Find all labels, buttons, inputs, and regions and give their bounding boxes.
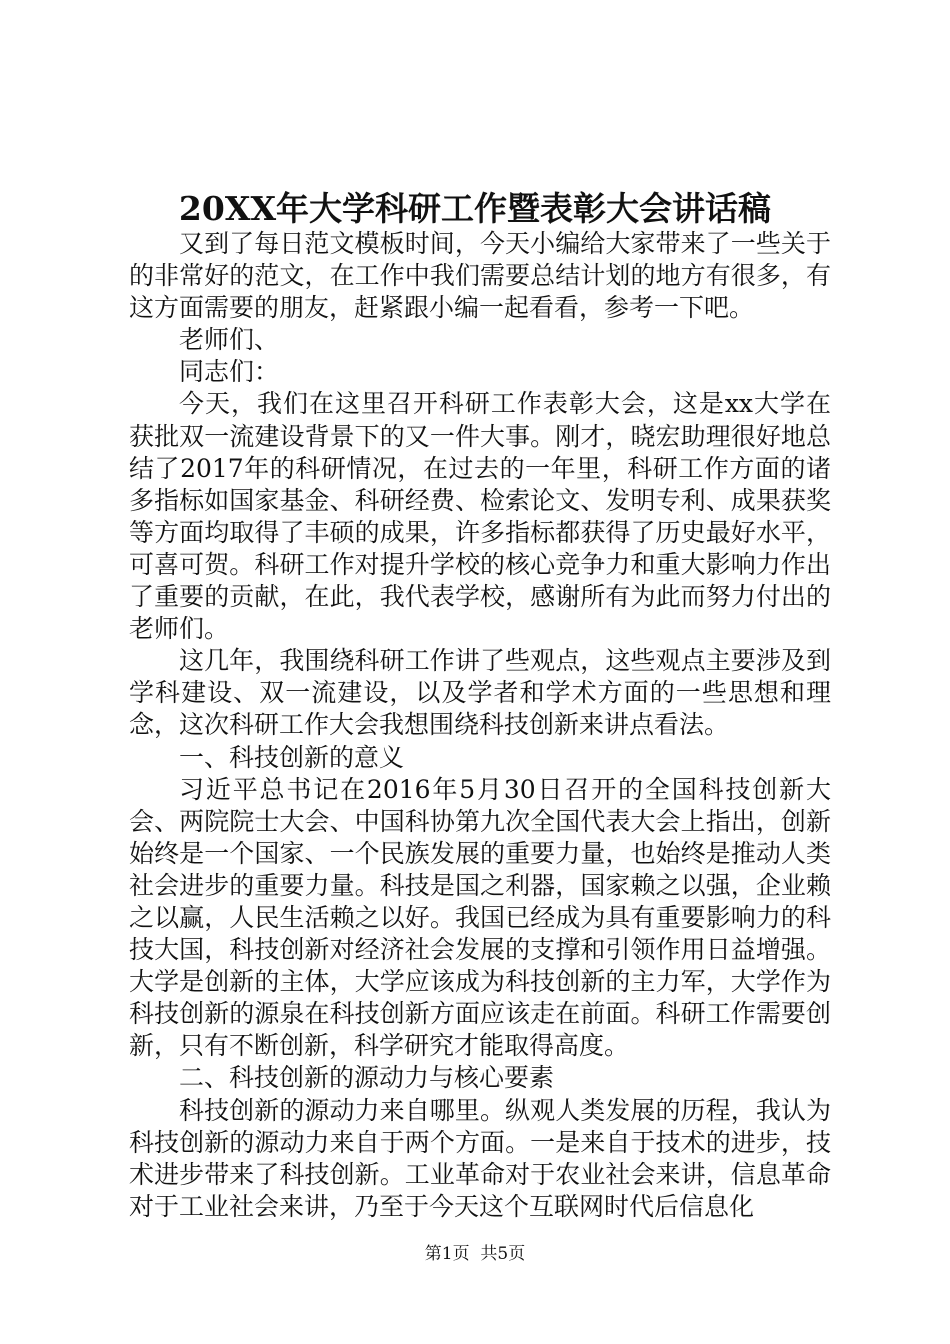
document-body xyxy=(129,228,831,1223)
paragraph-topic: 这几年，我围绕科研工作讲了些观点，这些观点主要涉及到学科建设、双一流建设，以及学者和学术方面的一些思想和理念，这次科研工作大会我想围绕科技创新来讲点看法。 xyxy=(129,646,831,740)
section-heading-1: 一、科技创新的意义 xyxy=(179,742,405,772)
paragraph-section-1: 习近平总书记在2016年5月30日召开的全国科技创新大会、两院院士大会、中国科协第九次全国代表大会上指出，创新始终是一个国家、一个民族发展的重要力量，也始终是推动人类社会进步的重要力量。科技是国之利器，国家赖之以强，企业赖之以赢，人民生活赖之以好。我国已经成为具有重要影响力的科技大国，科技创新对经济社会发展的支撑和引领作用日益增强。大学是创新的主体，大学应该成为科技创新的主力军，大学作为科技创新的源泉在科技创新方面应该走在前面。科研工作需要创新，只有不断创新，科学研究才能取得高度。 xyxy=(129,774,831,1061)
paragraph-opening: 今天，我们在这里召开科研工作表彰大会，这是xx大学在获批双一流建设背景下的又一件大事。刚才，晓宏助理很好地总结了2017年的科研情况，在过去的一年里，科研工作方面的诸多指标如国家基金、科研经费、检索论文、发明专利、成果获奖等方面均取得了丰硕的成果，许多指标都获得了历史最好水平，可喜可贺。科研工作对提升学校的核心竞争力和重大影响力作出了重要的贡献，在此，我代表学校，感谢所有为此而努力付出的老师们。 xyxy=(129,389,831,644)
paragraph-section-2: 科技创新的源动力来自哪里。纵观人类发展的历程，我认为科技创新的源动力来自于两个方面。一是来自于技术的进步，技术进步带来了科技创新。工业革命对于农业社会来讲，信息革命对于工业社会来讲，乃至于今天这个互联网时代后信息化 xyxy=(129,1095,831,1221)
page-number: 第1页 xyxy=(424,1244,470,1264)
page-total: 共5页 xyxy=(480,1244,526,1264)
footer-spacer xyxy=(470,1244,481,1264)
paragraph-salutation-comrades: 同志们： xyxy=(179,357,280,387)
paragraph-salutation-teachers: 老师们、 xyxy=(179,325,280,355)
section-heading-2: 二、科技创新的源动力与核心要素 xyxy=(179,1063,555,1093)
document-title: 20XX年大学科研工作暨表彰大会讲话稿 xyxy=(178,189,772,228)
page-footer xyxy=(0,1243,950,1265)
paragraph-intro: 又到了每日范文模板时间，今天小编给大家带来了一些关于的非常好的范文，在工作中我们需要总结计划的地方有很多，有这方面需要的朋友，赶紧跟小编一起看看，参考一下吧。 xyxy=(129,229,831,323)
